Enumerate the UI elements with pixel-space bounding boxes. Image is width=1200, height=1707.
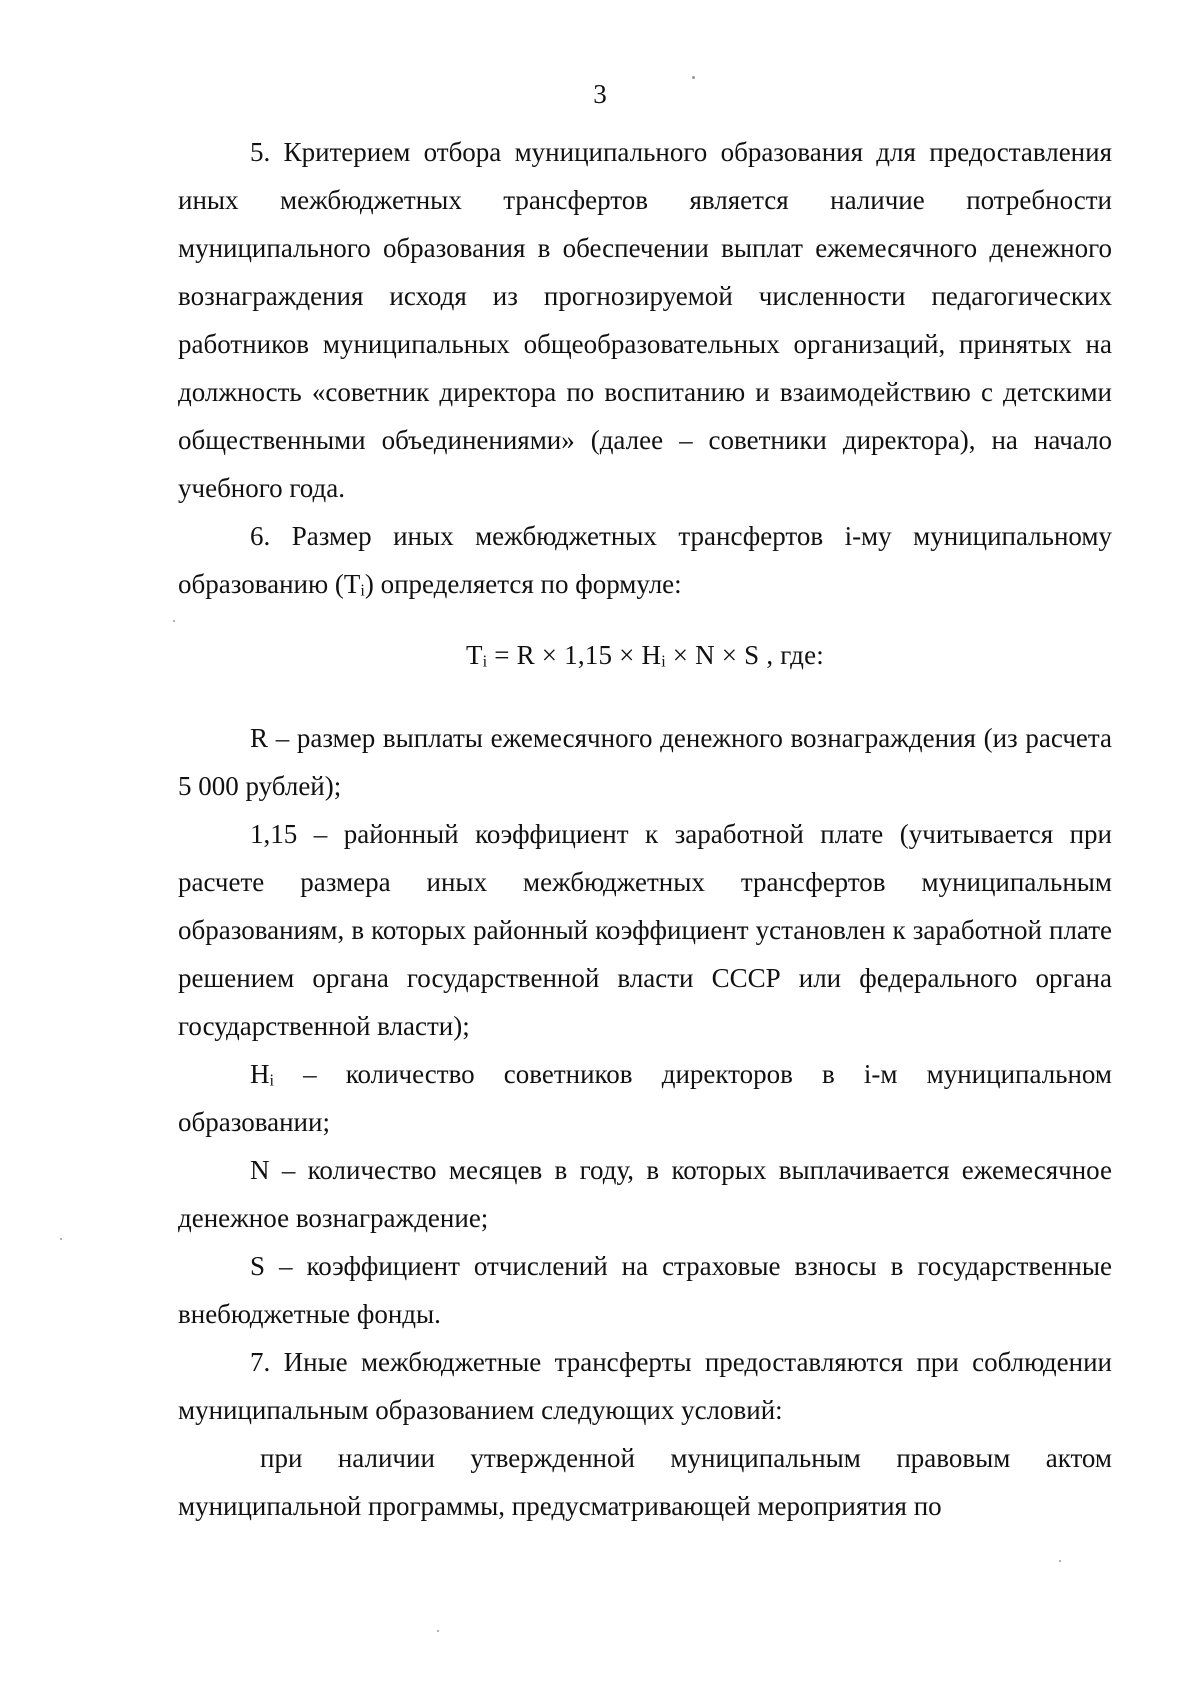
formula: Tᵢ = R × 1,15 × Hᵢ × N × S , где: [465, 640, 825, 670]
scan-speck [437, 1630, 439, 1632]
paragraph-conditions: 7. Иные межбюджетные трансферты предоставляются при соблюдении муниципальным образованием следующих условий: [178, 1347, 1112, 1425]
document-body [178, 128, 1112, 1530]
condition-program: при наличии утвержденной муниципальным правовым актом муниципальной программы, предусматривающей мероприятия по [178, 1443, 1112, 1521]
page-number: 3 [593, 79, 607, 109]
scan-speck [1059, 1560, 1061, 1562]
definition-r: R – размер выплаты ежемесячного денежного вознаграждения (из расчета 5 000 рублей); [178, 723, 1112, 801]
scan-speck [692, 76, 695, 79]
definition-h: Hᵢ – количество советников директоров в i-м муниципальном образовании; [178, 1059, 1112, 1137]
definition-s: S – коэффициент отчислений на страховые взносы в государственные внебюджетные фонды. [178, 1251, 1112, 1329]
definition-n: N – количество месяцев в году, в которых выплачивается ежемесячное денежное вознаграждение; [178, 1155, 1112, 1233]
paragraph-criterion: 5. Критерием отбора муниципального образования для предоставления иных межбюджетных трансфертов является наличие потребности муниципального образования в обеспечении выплат ежемесячного денежного вознаграждения исходя из прогнозируемой численности педагогических работников муниципальных общеобразовательных организаций, принятых на должность «советник директора по воспитанию и взаимодействию с детскими общественными объединениями» (далее – советники директора), на начало учебного года. [178, 137, 1112, 503]
scan-speck [173, 620, 175, 622]
definition-regional-coefficient: 1,15 – районный коэффициент к заработной плате (учитывается при расчете размера иных межбюджетных трансфертов муниципальным образованиям, в которых районный коэффициент установлен к заработной плате решением органа государственной власти СССР или федерального органа государственной власти); [178, 819, 1112, 1041]
scan-speck [60, 1238, 62, 1240]
paragraph-transfer-size: 6. Размер иных межбюджетных трансфертов i-му муниципальному образованию (Tᵢ) определяется по формуле: [178, 521, 1112, 599]
